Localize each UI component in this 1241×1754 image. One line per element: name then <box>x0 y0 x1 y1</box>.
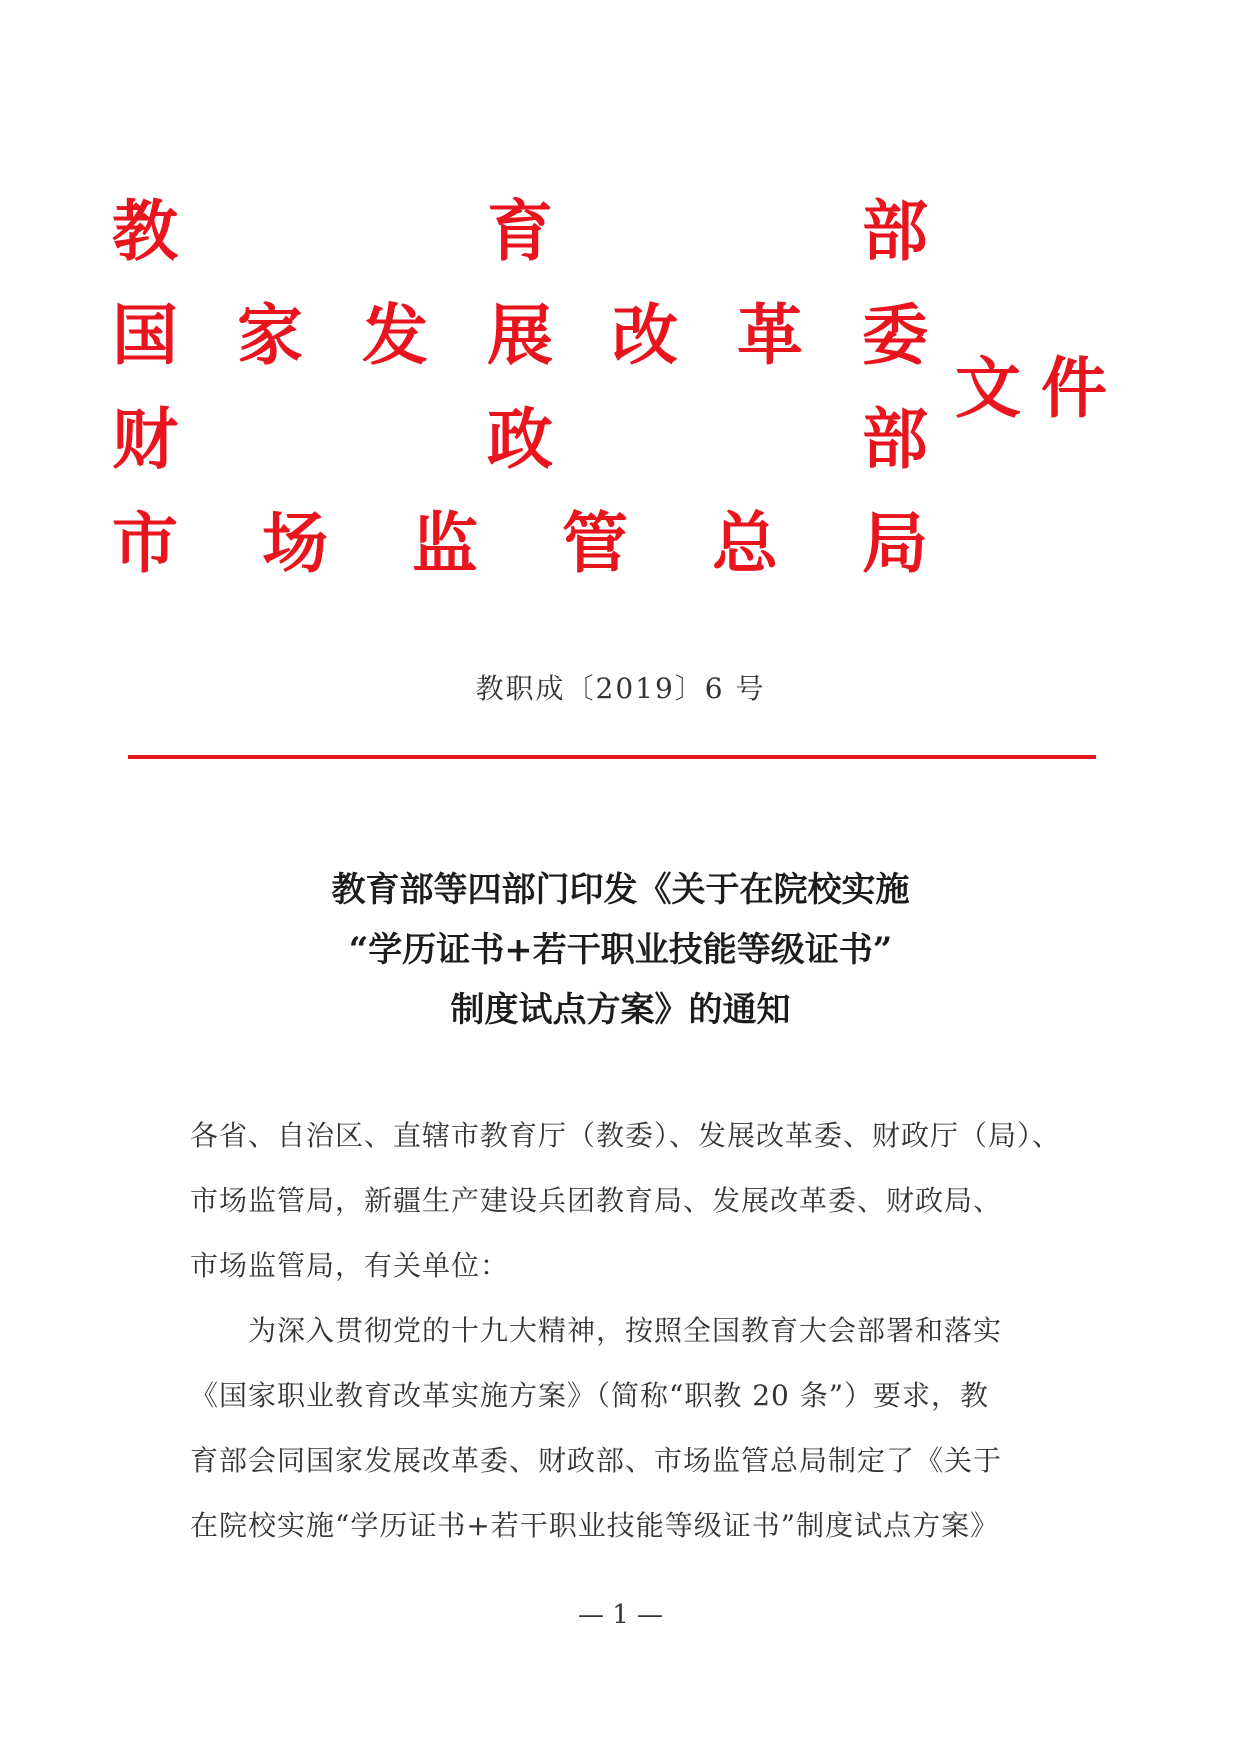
masthead-char: 部 <box>862 400 928 478</box>
body-line: 市场监管局，新疆生产建设兵团教育局、发展改革委、财政局、 <box>190 1184 1003 1217</box>
masthead-char: 局 <box>862 504 928 582</box>
masthead-char: 发 <box>362 296 428 374</box>
masthead-char: 政 <box>487 400 553 478</box>
document-number: 教职成〔2019〕6 号 <box>475 672 766 705</box>
masthead-char: 育 <box>487 192 553 270</box>
masthead-char: 委 <box>862 296 928 374</box>
title-line: “学历证书+若干职业技能等级证书” <box>348 930 893 970</box>
masthead-char: 展 <box>487 296 553 374</box>
page-number: — 1 — <box>577 1600 664 1630</box>
masthead-document-suffix: 文件 <box>955 349 1127 427</box>
masthead-char: 革 <box>737 296 803 374</box>
document-title <box>0 860 1241 1040</box>
title-line: 制度试点方案》的通知 <box>450 990 791 1030</box>
masthead-char: 管 <box>562 504 628 582</box>
masthead-char: 监 <box>412 504 478 582</box>
masthead-char: 国 <box>112 296 178 374</box>
body-line: 在院校实施“学历证书+若干职业技能等级证书”制度试点方案》 <box>190 1509 1000 1542</box>
body-line: 各省、自治区、直辖市教育厅（教委）、发展改革委、财政厅（局）、 <box>190 1119 1062 1152</box>
masthead-char: 总 <box>712 504 778 582</box>
body-line: 为深入贯彻党的十九大精神，按照全国教育大会部署和落实 <box>190 1314 1003 1347</box>
masthead-char: 教 <box>112 192 178 270</box>
title-line: 教育部等四部门印发《关于在院校实施 <box>331 870 910 910</box>
red-divider-rule <box>128 755 1096 759</box>
masthead-char: 部 <box>862 192 928 270</box>
masthead-char: 市 <box>112 504 178 582</box>
document-body <box>190 1103 1070 1558</box>
masthead-char: 财 <box>112 400 178 478</box>
masthead <box>0 0 1241 620</box>
body-line: 育部会同国家发展改革委、财政部、市场监管总局制定了《关于 <box>190 1444 1003 1477</box>
body-line: 《国家职业教育改革实施方案》（简称“职教 20 条”）要求，教 <box>190 1379 990 1412</box>
masthead-char: 改 <box>612 296 678 374</box>
masthead-char: 家 <box>237 296 303 374</box>
masthead-char: 场 <box>262 504 328 582</box>
body-line: 市场监管局，有关单位： <box>190 1249 510 1282</box>
